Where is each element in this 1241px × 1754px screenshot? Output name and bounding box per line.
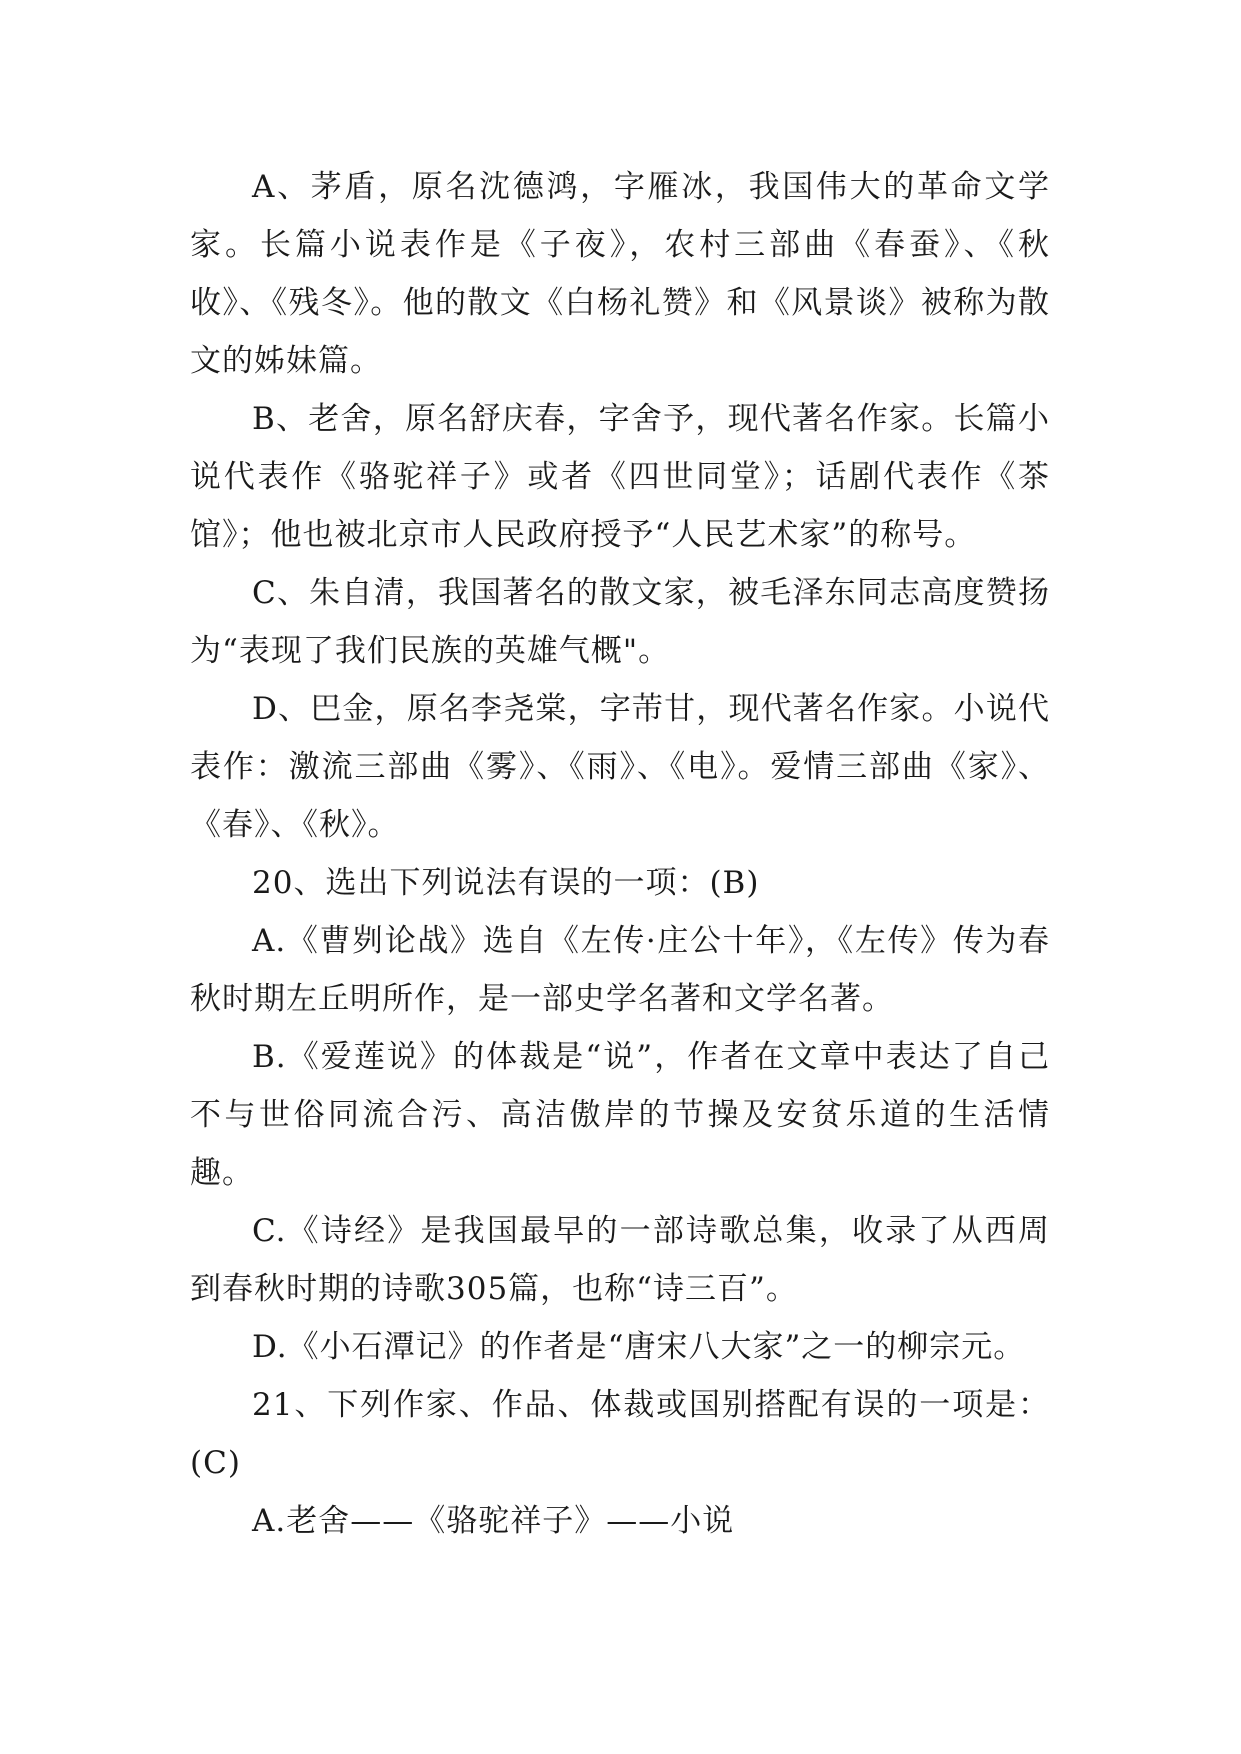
question-20-option-c: C.《诗经》是我国最早的一部诗歌总集，收录了从西周到春秋时期的诗歌305篇，也称“诗三百”。 bbox=[190, 1213, 1050, 1307]
paragraph-zhu-ziqing: C、朱自清，我国著名的散文家，被毛泽东同志高度赞扬为“表现了我们民族的英雄气概"。 bbox=[190, 575, 1050, 669]
question-20-option-b: B.《爱莲说》的体裁是“说”，作者在文章中表达了自己不与世俗同流合污、高洁傲岸的节操及安贫乐道的生活情趣。 bbox=[190, 1039, 1050, 1191]
document-page bbox=[190, 158, 1050, 1550]
question-20-option-d: D.《小石潭记》的作者是“唐宋八大家”之一的柳宗元。 bbox=[252, 1329, 1026, 1365]
question-20-option-a: A.《曹刿论战》选自《左传·庄公十年》，《左传》传为春秋时期左丘明所作，是一部史学名著和文学名著。 bbox=[190, 923, 1050, 1017]
question-21-option-a: A.老舍——《骆驼祥子》——小说 bbox=[252, 1503, 735, 1539]
paragraph-mao-dun: A、茅盾，原名沈德鸿，字雁冰，我国伟大的革命文学家。长篇小说表作是《子夜》，农村三部曲《春蚕》、《秋收》、《残冬》。他的散文《白杨礼赞》和《风景谈》被称为散文的姊妹篇。 bbox=[190, 169, 1050, 379]
question-20: 20、选出下列说法有误的一项：(B) bbox=[252, 865, 760, 901]
question-21: 21、下列作家、作品、体裁或国别搭配有误的一项是：(C) bbox=[190, 1387, 1050, 1481]
paragraph-lao-she: B、老舍，原名舒庆春，字舍予，现代著名作家。长篇小说代表作《骆驼祥子》或者《四世同堂》；话剧代表作《茶馆》；他也被北京市人民政府授予“人民艺术家”的称号。 bbox=[190, 401, 1050, 553]
paragraph-ba-jin: D、巴金，原名李尧棠，字芾甘，现代著名作家。小说代表作：激流三部曲《雾》、《雨》、《电》。爱情三部曲《家》、《春》、《秋》。 bbox=[190, 691, 1050, 843]
